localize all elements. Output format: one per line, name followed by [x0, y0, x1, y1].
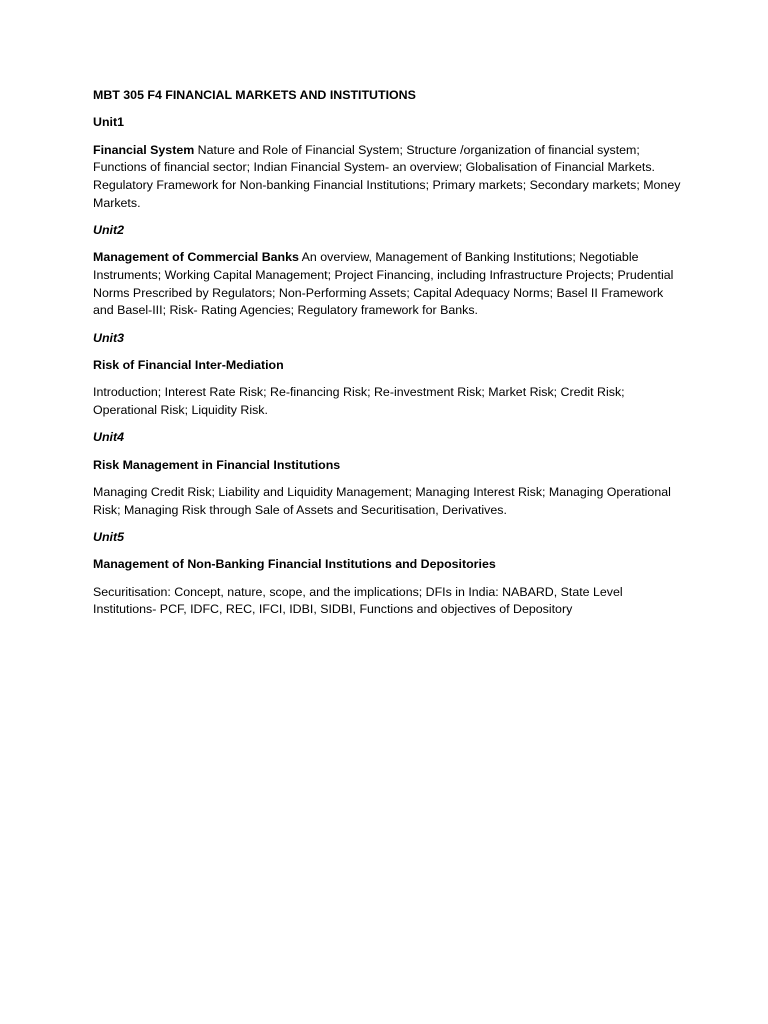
unit-body-4: Managing Credit Risk; Liability and Liquidity Management; Managing Interest Risk; Managing Operational Risk; Managing Risk through Sale of Assets and Securitisation, Derivatives. — [93, 485, 671, 517]
document-page — [93, 87, 683, 629]
document-title: MBT 305 F4 FINANCIAL MARKETS AND INSTITUTIONS — [93, 88, 416, 102]
unit-content-2 — [93, 249, 683, 319]
unit-lead-1: Financial System — [93, 142, 195, 157]
unit-content-1 — [93, 142, 683, 212]
unit-label-1: Unit1 — [93, 115, 124, 130]
unit-heading-4: Risk Management in Financial Institutions — [93, 457, 341, 472]
unit-label-4: Unit4 — [93, 430, 124, 445]
unit-heading-5: Management of Non-Banking Financial Institutions and Depositories — [93, 557, 496, 572]
unit-body-1: Nature and Role of Financial System; Structure /organization of financial system; Functions of financial sector; Indian Financial System- an overview; Globalisation of Financial Markets. Regulatory Framework for Non-banking Financial Institutions; Primary markets; Secondary markets; Money Markets. — [93, 142, 681, 210]
unit-label-5: Unit5 — [93, 530, 124, 545]
unit-lead-2: Management of Commercial Banks — [93, 250, 299, 265]
unit-heading-3: Risk of Financial Inter-Mediation — [93, 357, 284, 372]
unit-body-3: Introduction; Interest Rate Risk; Re-financing Risk; Re-investment Risk; Market Risk; Credit Risk; Operational Risk; Liquidity Risk. — [93, 385, 625, 417]
unit-label-2: Unit2 — [93, 222, 124, 237]
unit-body-5: Securitisation: Concept, nature, scope, and the implications; DFIs in India: NABARD, State Level Institutions- PCF, IDFC, REC, IFCI, IDBI, SIDBI, Functions and objectives of Depository — [93, 584, 623, 617]
unit-body-2: An overview, Management of Banking Institutions; Negotiable Instruments; Working Capital Management; Project Financing, including Infrastructure Projects; Prudential Norms Prescribed by Regulators; Non-Performing Assets; Capital Adequacy Norms; Basel II Framework and Basel-III; Risk- Rating Agencies; Regulatory framework for Banks. — [93, 250, 674, 318]
unit-label-3: Unit3 — [93, 330, 124, 345]
